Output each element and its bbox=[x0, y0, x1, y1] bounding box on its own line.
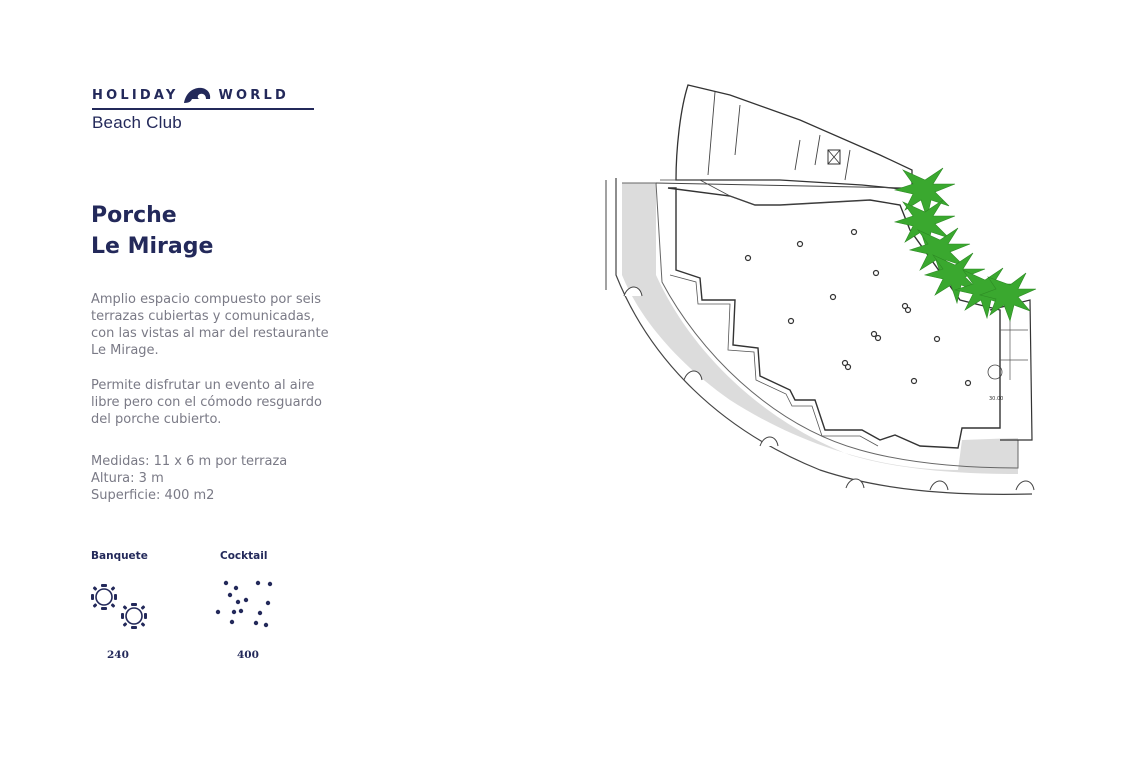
banquet-tables-icon bbox=[86, 580, 156, 632]
capacity-label-banquet: Banquete bbox=[91, 550, 148, 562]
title-line-2: Le Mirage bbox=[91, 234, 214, 259]
wave-logo-icon bbox=[182, 86, 212, 104]
brand-subtitle: Beach Club bbox=[92, 113, 182, 132]
description-paragraph-2 bbox=[91, 377, 361, 428]
spec-area: Superficie: 400 m2 bbox=[91, 488, 215, 503]
text-line: Le Mirage. bbox=[91, 343, 159, 358]
text-line: del porche cubierto. bbox=[91, 412, 222, 427]
brand-logo-block bbox=[92, 84, 314, 133]
text-line: con las vistas al mar del restaurante bbox=[91, 326, 329, 341]
brand-name-left: HOLIDAY bbox=[92, 87, 179, 103]
floorplan-dimension-label: 30.00 bbox=[989, 396, 1004, 402]
brand-name bbox=[92, 84, 314, 106]
text-line: Permite disfrutar un evento al aire bbox=[91, 378, 315, 393]
spec-height: Altura: 3 m bbox=[91, 471, 164, 486]
title-line-1: Porche bbox=[91, 203, 177, 228]
text-line: libre pero con el cómodo resguardo bbox=[91, 395, 322, 410]
floor-plan bbox=[600, 70, 1050, 510]
capacity-value-banquet: 240 bbox=[107, 649, 129, 661]
capacity-value-cocktail: 400 bbox=[237, 649, 259, 661]
brand-divider bbox=[92, 108, 314, 110]
capacity-label-cocktail: Cocktail bbox=[220, 550, 268, 562]
page-title bbox=[91, 200, 213, 262]
spec-dimensions: Medidas: 11 x 6 m por terraza bbox=[91, 454, 288, 469]
text-line: Amplio espacio compuesto por seis bbox=[91, 292, 322, 307]
text-line: terrazas cubiertas y comunicadas, bbox=[91, 309, 315, 324]
cocktail-people-icon bbox=[212, 578, 278, 632]
description-paragraph-1 bbox=[91, 291, 361, 359]
brand-name-right: WORLD bbox=[218, 87, 289, 103]
specs-list bbox=[91, 453, 361, 504]
floorplan-terrace bbox=[668, 188, 1000, 448]
